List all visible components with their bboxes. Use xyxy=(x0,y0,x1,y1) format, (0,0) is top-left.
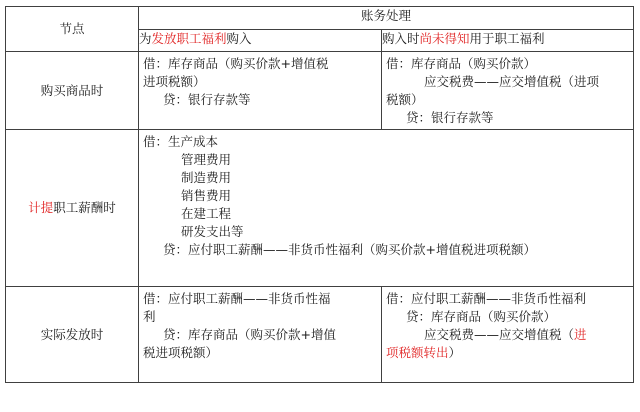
header-node: 节点 xyxy=(6,7,139,52)
entry-line xyxy=(386,326,629,344)
entry-line: 贷：库存商品（购买价款+增值 xyxy=(163,327,336,342)
entry-line: 应交税费——应交增值税（进项 xyxy=(424,74,600,89)
entry-line: 进项税额） xyxy=(143,74,206,89)
subheader-left-before: 为 xyxy=(139,31,152,46)
entry-line: 贷：库存商品（购买价款） xyxy=(406,309,557,324)
purchase-right xyxy=(382,52,634,130)
entry-line xyxy=(386,344,629,362)
accrue-entry xyxy=(139,130,634,287)
entry-line: 管理费用 xyxy=(181,152,232,167)
entry-line: 贷：应付职工薪酬——非货币性福利（购买价款+增值税进项税额） xyxy=(163,242,536,257)
subheader-left xyxy=(139,30,382,52)
entry-line: 贷：银行存款等 xyxy=(406,110,494,125)
entry-line: 借：应付职工薪酬——非货币性福 xyxy=(143,291,331,306)
purchase-left xyxy=(139,52,382,130)
entry-line: 研发支出等 xyxy=(181,224,244,239)
entry-line: 利 xyxy=(143,309,156,324)
entry-line: 借：库存商品（购买价款） xyxy=(386,56,537,71)
entry-line: 贷：银行存款等 xyxy=(163,92,251,107)
entry-line: 税额） xyxy=(386,92,424,107)
row-accrue xyxy=(6,130,634,287)
issue-right xyxy=(382,287,634,383)
entry-line-highlight: 项税额转出 xyxy=(386,345,449,360)
issue-left xyxy=(139,287,382,383)
subheader-right-after: 用于职工福利 xyxy=(469,31,545,46)
entry-line-highlight: 进 xyxy=(574,327,587,342)
subheader-right xyxy=(382,30,634,52)
subheader-right-highlight: 尚未得知 xyxy=(419,31,470,46)
entry-line: 借：应付职工薪酬——非货币性福利 xyxy=(386,291,587,306)
node-accrue-rest: 职工薪酬时 xyxy=(53,200,116,215)
header-treatment: 账务处理 xyxy=(139,7,634,30)
node-accrue-highlight: 计提 xyxy=(28,200,54,215)
subheader-right-before: 购入时 xyxy=(382,31,420,46)
entry-line: 制造费用 xyxy=(181,170,232,185)
entry-line: 借：生产成本 xyxy=(143,134,219,149)
accounting-table xyxy=(5,6,634,383)
node-purchase: 购买商品时 xyxy=(6,52,139,130)
subheader-left-after: 购入 xyxy=(226,31,252,46)
subheader-left-highlight: 发放职工福利 xyxy=(151,31,227,46)
row-issue xyxy=(6,287,634,383)
entry-line: 销售费用 xyxy=(181,188,232,203)
entry-line-text: ） xyxy=(448,345,462,360)
entry-line: 在建工程 xyxy=(181,206,232,221)
node-accrue xyxy=(6,130,139,287)
row-purchase xyxy=(6,52,634,130)
entry-line: 税进项税额） xyxy=(143,345,219,360)
entry-line-text: 应交税费——应交增值税（ xyxy=(424,327,575,342)
header-row xyxy=(6,7,634,30)
entry-line: 借：库存商品（购买价款+增值税 xyxy=(143,56,329,71)
node-issue: 实际发放时 xyxy=(6,287,139,383)
